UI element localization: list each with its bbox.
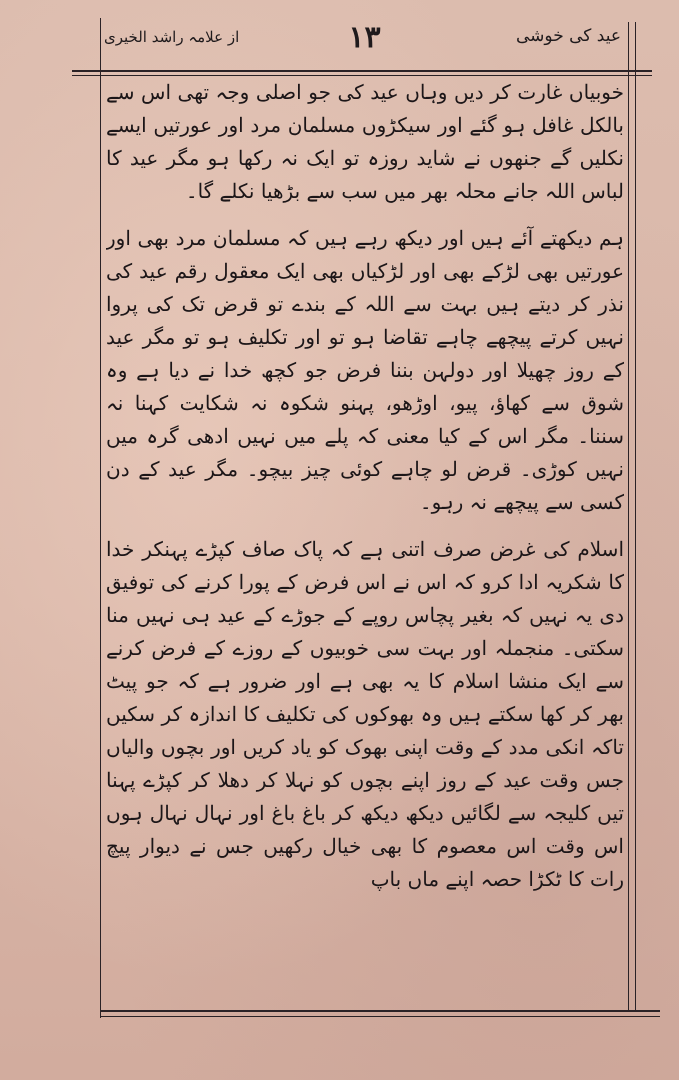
right-margin-rule-outer	[635, 22, 636, 1012]
page-header	[100, 22, 629, 70]
header-rule	[72, 70, 652, 72]
page-number: ١٣	[348, 20, 381, 55]
running-title: عید کی خوشی	[516, 26, 621, 46]
left-margin-rule	[100, 18, 101, 1018]
footer-rule-thin	[100, 1016, 660, 1017]
paragraph-1: خوبیاں غارت کر دیں وہاں عید کی جو اصلی وجہ تھی اس سے بالکل غافل ہو گئے اور سیکڑوں مسلمان مرد اور عورتیں ایسے نکلیں گے جنھوں نے شاید روزہ تو ایک نہ رکھا ہو مگر عید کا لباس اللہ جانے محلہ بھر میں سب سے بڑھیا نکلے گا۔	[106, 80, 624, 203]
author-credit: از علامہ راشد الخیری	[104, 28, 240, 46]
paragraph-2: ہم دیکھتے آئے ہیں اور دیکھ رہے ہیں کہ مسلمان مرد بھی اور عورتیں بھی لڑکے بھی اور لڑکیاں بھی ایک معقول رقم عید کی نذر کر دیتے ہیں بہت سے اللہ کے بندے تو قرض تک کی پروا نہیں کرتے پیچھے چاہے تقاضا ہو تو اور تکلیف ہو تو مگر عید کے روز چھیلا اور دولہن بننا فرض جو کچھ خدا نے دیا ہے وہ شوق سے کھاؤ، پیو، اوڑھو، پہنو شکوہ نہ شکایت کہنا نہ سننا۔ مگر اس کے کیا معنی کہ پلے میں نہیں ادھی گرہ میں نہیں کوڑی۔ قرض لو چاہے کوئی چیز بیچو۔ مگر عید کے دن کسی سے پیچھے نہ رہو۔	[106, 226, 624, 514]
body-text	[106, 76, 624, 1004]
paragraph-3: اسلام کی غرض صرف اتنی ہے کہ پاک صاف کپڑے پہنکر خدا کا شکریہ ادا کرو کہ اس نے اس فرض کے پورا کرنے کی توفیق دی یہ نہیں کہ بغیر پچاس روپے کے جوڑے کے عید ہی نہیں منا سکتی۔ منجملہ اور بہت سی خوبیوں کے روزے کے فرض کرنے سے ایک منشا اسلام کا یہ بھی ہے اور ضرور ہے کہ جو پیٹ بھر کر کھا سکتے ہیں وہ بھوکوں کی تکلیف کا اندازہ کر سکیں تاکہ انکی مدد کے وقت اپنی بھوک کو یاد کریں اور بچوں والیاں جس وقت عید کے روز اپنے بچوں کو نہلا کر دھلا کر کپڑے پہنا تیں کلیجہ سے لگائیں دیکھ دیکھ کر باغ باغ اور نہال نہال ہوں اس وقت اس معصوم کا بھی خیال رکھیں جس نے دیوار پیچ رات کا ٹکڑا حصہ اپنے ماں باپ	[106, 537, 624, 891]
right-margin-rule	[628, 22, 629, 1012]
footer-rule	[100, 1010, 660, 1012]
